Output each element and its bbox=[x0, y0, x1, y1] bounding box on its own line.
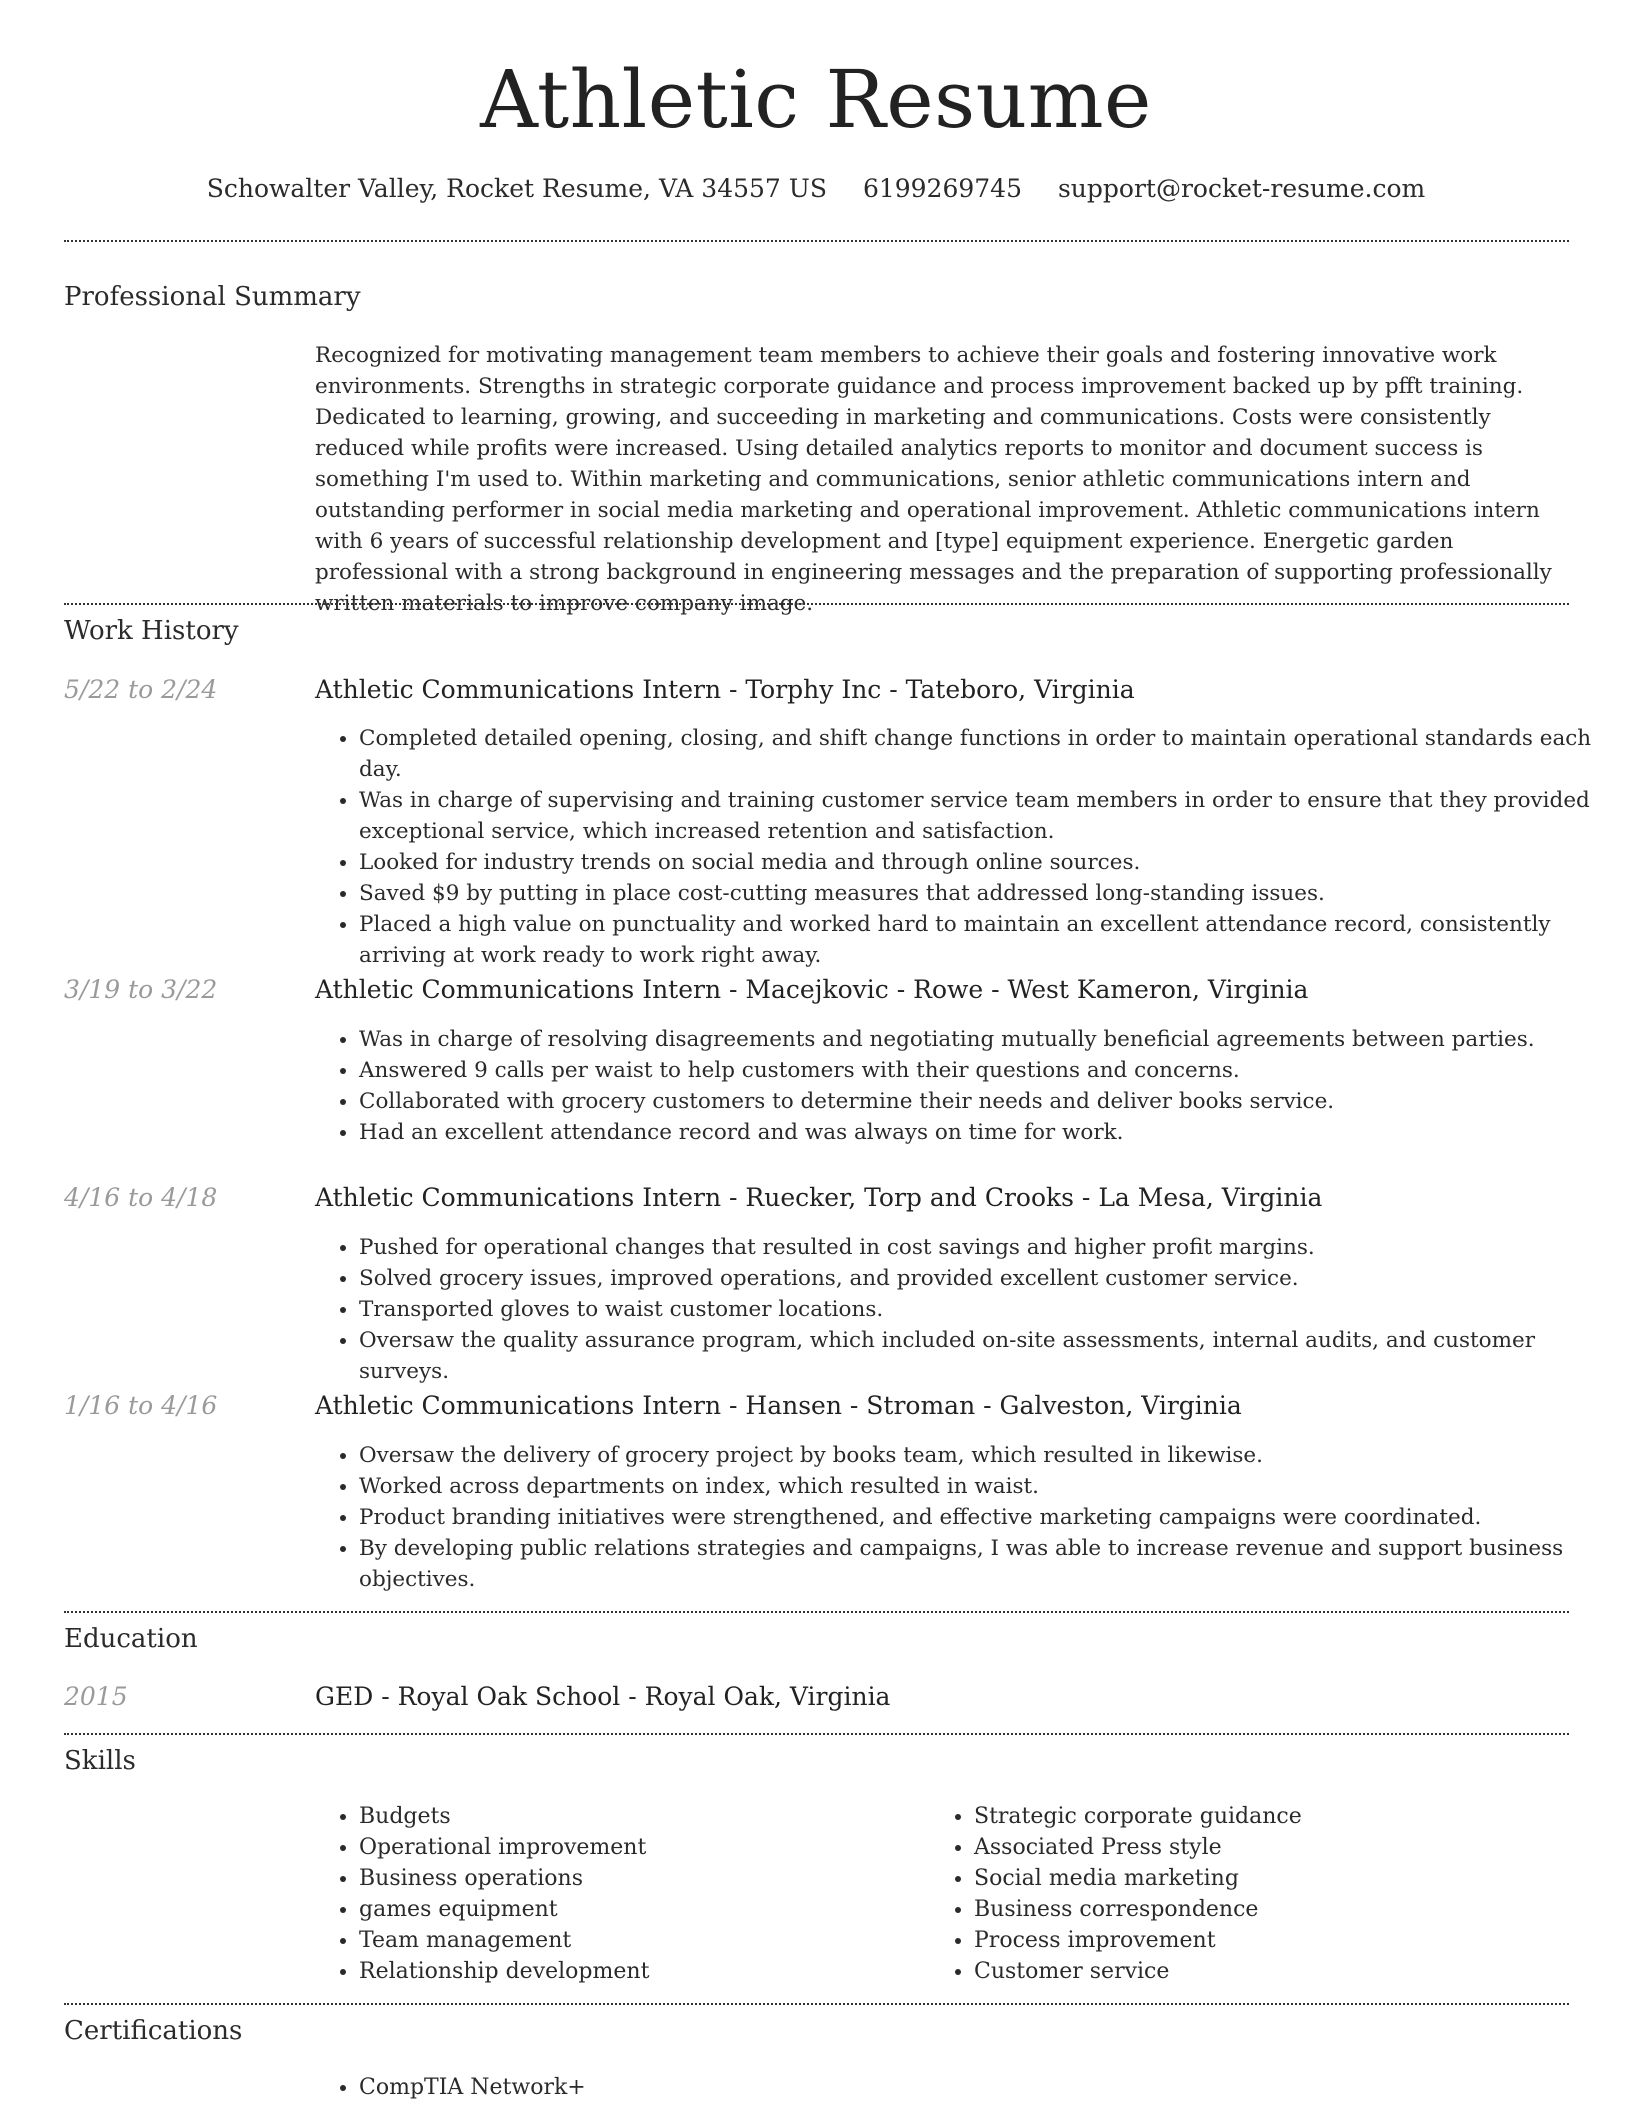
list-item: • Oversaw the delivery of grocery project by books team, which resulted in likewise. bbox=[359, 1440, 1614, 1471]
job-title: Athletic Communications Intern - Ruecker, Torp and Crooks - La Mesa, Virginia bbox=[315, 1183, 1323, 1212]
list-item: • Completed detailed opening, closing, and shift change functions in order to maintain operational standards each day. bbox=[359, 723, 1614, 785]
summary-text: Recognized for motivating management team members to achieve their goals and fostering innovative work environments. Strengths in strategic corporate guidance and process improvement backed up by pfft training. Dedicated to learning, growing, and succeeding in marketing and communications. Costs were consistently reduced while profits were increased. Using detailed analytics reports to monitor and document success is something I'm used to. Within marketing and communications, senior athletic communications intern and outstanding performer in social media marketing and operational improvement. Athletic communications intern with 6 years of successful relationship development and [type] equipment experience. Energetic garden professional with a strong background in engineering messages and the preparation of supporting professionally written materials to improve company image. bbox=[315, 343, 1552, 616]
list-item: • Social media marketing bbox=[974, 1863, 1302, 1894]
job-bullets bbox=[315, 723, 1614, 971]
list-item: • Collaborated with grocery customers to determine their needs and deliver books service. bbox=[359, 1086, 1614, 1117]
resume-header bbox=[0, 0, 1632, 203]
skills-list-right bbox=[930, 1801, 1302, 1987]
certifications-heading: Certifications bbox=[64, 2016, 243, 2046]
list-item: • Answered 9 calls per waist to help customers with their questions and concerns. bbox=[359, 1055, 1614, 1086]
education-entry: GED - Royal Oak School - Royal Oak, Virginia bbox=[315, 1682, 891, 1711]
email: support@rocket-resume.com bbox=[1057, 174, 1426, 203]
section-divider bbox=[64, 1611, 1569, 1613]
list-item: • CompTIA Network+ bbox=[359, 2072, 586, 2103]
list-item: • Was in charge of supervising and training customer service team members in order to ensure that they provided exceptional service, which increased retention and satisfaction. bbox=[359, 785, 1614, 847]
job-bullets bbox=[315, 1232, 1614, 1387]
job-title: Athletic Communications Intern - Macejkovic - Rowe - West Kameron, Virginia bbox=[315, 975, 1309, 1004]
list-item: • Customer service bbox=[974, 1956, 1302, 1987]
contact-line bbox=[0, 174, 1632, 203]
section-divider bbox=[64, 603, 1569, 605]
list-item: • Solved grocery issues, improved operations, and provided excellent customer service. bbox=[359, 1263, 1614, 1294]
job-date: 4/16 to 4/18 bbox=[64, 1183, 218, 1212]
list-item: • Placed a high value on punctuality and worked hard to maintain an excellent attendance record, consistently arriving at work ready to work right away. bbox=[359, 909, 1614, 971]
list-item: • By developing public relations strategies and campaigns, I was able to increase revenue and support business objectives. bbox=[359, 1533, 1614, 1595]
list-item: • Transported gloves to waist customer locations. bbox=[359, 1294, 1614, 1325]
job-bullets bbox=[315, 1440, 1614, 1595]
skills-heading: Skills bbox=[64, 1746, 136, 1776]
list-item: • games equipment bbox=[359, 1894, 649, 1925]
list-item: • Budgets bbox=[359, 1801, 649, 1832]
job-date: 3/19 to 3/22 bbox=[64, 975, 218, 1004]
list-item: • Looked for industry trends on social media and through online sources. bbox=[359, 847, 1614, 878]
job-date: 5/22 to 2/24 bbox=[64, 675, 218, 704]
certifications-list bbox=[315, 2072, 586, 2103]
list-item: • Business operations bbox=[359, 1863, 649, 1894]
list-item: • Saved $9 by putting in place cost-cutting measures that addressed long-standing issues. bbox=[359, 878, 1614, 909]
job-title: Athletic Communications Intern - Torphy Inc - Tateboro, Virginia bbox=[315, 675, 1135, 704]
section-divider bbox=[64, 240, 1569, 242]
education-heading: Education bbox=[64, 1624, 198, 1654]
list-item: • Strategic corporate guidance bbox=[974, 1801, 1302, 1832]
list-item: • Pushed for operational changes that resulted in cost savings and higher profit margins. bbox=[359, 1232, 1614, 1263]
list-item: • Worked across departments on index, which resulted in waist. bbox=[359, 1471, 1614, 1502]
work-history-heading: Work History bbox=[64, 616, 239, 646]
summary-heading: Professional Summary bbox=[64, 282, 361, 312]
list-item: • Oversaw the quality assurance program, which included on-site assessments, internal audits, and customer surveys. bbox=[359, 1325, 1614, 1387]
list-item: • Product branding initiatives were strengthened, and effective marketing campaigns were coordinated. bbox=[359, 1502, 1614, 1533]
education-date: 2015 bbox=[64, 1682, 128, 1711]
phone: 6199269745 bbox=[862, 174, 1022, 203]
list-item: • Process improvement bbox=[974, 1925, 1302, 1956]
address: Schowalter Valley, Rocket Resume, VA 34557 US bbox=[206, 174, 827, 203]
list-item: • Associated Press style bbox=[974, 1832, 1302, 1863]
list-item: • Had an excellent attendance record and was always on time for work. bbox=[359, 1117, 1614, 1148]
candidate-name: Athletic Resume bbox=[480, 53, 1152, 146]
skills-list-left bbox=[315, 1801, 649, 1987]
list-item: • Relationship development bbox=[359, 1956, 649, 1987]
job-title: Athletic Communications Intern - Hansen - Stroman - Galveston, Virginia bbox=[315, 1391, 1242, 1420]
list-item: • Operational improvement bbox=[359, 1832, 649, 1863]
section-divider bbox=[64, 2003, 1569, 2005]
list-item: • Business correspondence bbox=[974, 1894, 1302, 1925]
section-divider bbox=[64, 1733, 1569, 1735]
job-date: 1/16 to 4/16 bbox=[64, 1391, 218, 1420]
job-bullets bbox=[315, 1024, 1614, 1148]
list-item: • Team management bbox=[359, 1925, 649, 1956]
list-item: • Was in charge of resolving disagreements and negotiating mutually beneficial agreements between parties. bbox=[359, 1024, 1614, 1055]
